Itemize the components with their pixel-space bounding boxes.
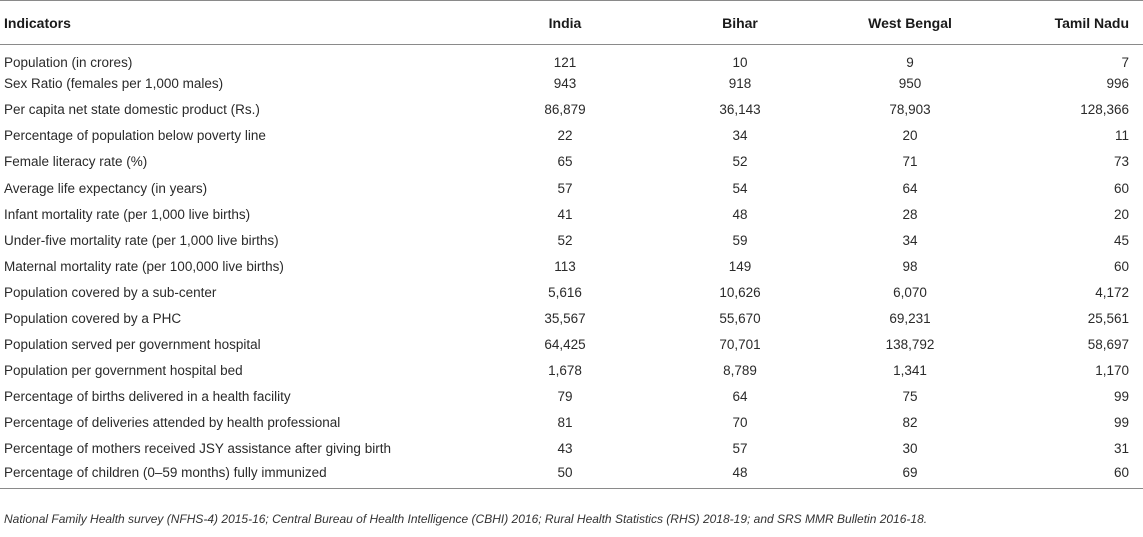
table-header <box>0 1 1143 45</box>
cell-indicator: Under-five mortality rate (per 1,000 live births) <box>4 232 279 248</box>
cell-tamil-nadu: 11 <box>1114 128 1129 144</box>
cell-india: 41 <box>557 206 573 222</box>
cell-bihar: 48 <box>732 206 748 222</box>
cell-west-bengal: 71 <box>902 154 918 170</box>
cell-indicator: Average life expectancy (in years) <box>4 180 208 196</box>
cell-india: 57 <box>557 180 573 196</box>
cell-bihar: 10,626 <box>719 284 761 300</box>
table-row <box>0 436 1143 462</box>
cell-west-bengal: 98 <box>902 258 918 274</box>
cell-indicator: Percentage of mothers received JSY assistance after giving birth <box>4 441 391 457</box>
table-row <box>0 253 1143 279</box>
cell-india: 81 <box>557 415 573 431</box>
cell-india: 79 <box>557 389 573 405</box>
table-row <box>0 332 1143 358</box>
cell-india: 35,567 <box>544 310 586 326</box>
cell-india: 50 <box>470 462 660 488</box>
header-row <box>0 1 1143 45</box>
cell-bihar: 59 <box>732 232 748 248</box>
table-row <box>0 279 1143 305</box>
cell-west-bengal: 1,341 <box>893 363 927 379</box>
cell-bihar: 70 <box>732 415 748 431</box>
cell-west-bengal: 6,070 <box>893 284 927 300</box>
cell-india: 64,425 <box>544 337 586 353</box>
cell-tamil-nadu: 996 <box>1106 76 1129 92</box>
cell-bihar: 34 <box>732 128 748 144</box>
cell-bihar: 36,143 <box>719 102 761 118</box>
cell-tamil-nadu: 25,561 <box>1087 310 1129 326</box>
cell-west-bengal: 82 <box>902 415 918 431</box>
table-row <box>0 227 1143 253</box>
cell-west-bengal: 78,903 <box>889 102 931 118</box>
cell-india: 22 <box>557 128 573 144</box>
cell-india: 52 <box>557 232 573 248</box>
cell-bihar: 52 <box>732 154 748 170</box>
cell-india: 5,616 <box>548 284 582 300</box>
cell-west-bengal: 9 <box>906 55 914 71</box>
cell-india: 943 <box>553 76 577 92</box>
cell-tamil-nadu: 60 <box>1113 180 1129 196</box>
cell-india: 43 <box>557 441 573 457</box>
cell-tamil-nadu: 31 <box>1113 441 1129 457</box>
cell-tamil-nadu: 58,697 <box>1087 337 1129 353</box>
cell-indicator: Maternal mortality rate (per 100,000 live births) <box>4 258 284 274</box>
cell-west-bengal: 64 <box>902 180 918 196</box>
cell-india: 86,879 <box>544 102 586 118</box>
cell-indicator: Population (in crores) <box>4 55 133 71</box>
table-row <box>0 71 1143 97</box>
cell-indicator: Percentage of deliveries attended by health professional <box>4 415 341 431</box>
table-row <box>0 201 1143 227</box>
cell-tamil-nadu: 60 <box>1000 462 1143 488</box>
cell-tamil-nadu: 45 <box>1113 232 1129 248</box>
cell-tamil-nadu: 60 <box>1113 258 1129 274</box>
table-row <box>0 45 1143 71</box>
cell-west-bengal: 20 <box>902 128 918 144</box>
cell-west-bengal: 28 <box>902 206 918 222</box>
cell-bihar: 149 <box>728 258 752 274</box>
cell-west-bengal: 69,231 <box>889 310 931 326</box>
table-row <box>0 358 1143 384</box>
cell-tamil-nadu: 1,170 <box>1095 363 1129 379</box>
cell-bihar: 8,789 <box>723 363 757 379</box>
cell-bihar: 57 <box>732 441 748 457</box>
cell-india: 1,678 <box>548 363 582 379</box>
cell-tamil-nadu: 73 <box>1113 154 1129 170</box>
cell-indicator: Sex Ratio (females per 1,000 males) <box>4 76 224 92</box>
cell-tamil-nadu: 99 <box>1113 415 1129 431</box>
cell-west-bengal: 30 <box>902 441 918 457</box>
cell-indicator: Population served per government hospital <box>4 337 261 353</box>
cell-bihar: 10 <box>732 55 748 71</box>
cell-indicator: Population per government hospital bed <box>4 363 243 379</box>
cell-india: 65 <box>557 154 573 170</box>
cell-tamil-nadu: 99 <box>1113 389 1129 405</box>
header-west-bengal: West Bengal <box>820 1 1000 45</box>
header-tamil-nadu: Tamil Nadu <box>1000 1 1143 45</box>
cell-india: 113 <box>554 258 576 274</box>
cell-indicator: Population covered by a PHC <box>4 310 182 326</box>
cell-bihar: 55,670 <box>719 310 761 326</box>
cell-indicator: Per capita net state domestic product (Rs.) <box>4 102 260 118</box>
cell-west-bengal: 34 <box>902 232 918 248</box>
cell-west-bengal: 69 <box>820 462 1000 488</box>
header-indicators: Indicators <box>0 1 470 45</box>
cell-indicator: Infant mortality rate (per 1,000 live births) <box>4 206 251 222</box>
cell-bihar: 54 <box>732 180 748 196</box>
header-bihar: Bihar <box>660 1 820 45</box>
table-row <box>0 97 1143 123</box>
cell-bihar: 48 <box>660 462 820 488</box>
cell-west-bengal: 138,792 <box>885 337 935 353</box>
table-row <box>0 305 1143 331</box>
cell-indicator: Population covered by a sub-center <box>4 284 217 300</box>
cell-indicator: Percentage of children (0–59 months) fully immunized <box>0 462 470 488</box>
table-row <box>0 410 1143 436</box>
table-body <box>0 45 1143 489</box>
cell-bihar: 64 <box>732 389 748 405</box>
table-row <box>0 384 1143 410</box>
cell-india: 121 <box>553 55 577 71</box>
cell-tamil-nadu: 7 <box>1121 55 1129 71</box>
cell-indicator: Percentage of births delivered in a health facility <box>4 389 291 405</box>
table-row <box>0 462 1143 488</box>
cell-tamil-nadu: 4,172 <box>1095 284 1129 300</box>
table-row <box>0 149 1143 175</box>
cell-west-bengal: 75 <box>902 389 918 405</box>
cell-bihar: 70,701 <box>719 337 761 353</box>
table-footnote: National Family Health survey (NFHS-4) 2015-16; Central Bureau of Health Intelligence (CBHI) 2016; Rural Health Statistics (RHS) 2018-19; and SRS MMR Bulletin 2016-18. <box>4 512 928 526</box>
cell-tamil-nadu: 20 <box>1113 206 1129 222</box>
table-row <box>0 175 1143 201</box>
cell-tamil-nadu: 128,366 <box>1080 102 1129 118</box>
cell-indicator: Female literacy rate (%) <box>4 154 148 170</box>
table-row <box>0 123 1143 149</box>
cell-west-bengal: 950 <box>898 76 922 92</box>
cell-indicator: Percentage of population below poverty line <box>4 128 266 144</box>
cell-bihar: 918 <box>728 76 752 92</box>
header-india: India <box>470 1 660 45</box>
